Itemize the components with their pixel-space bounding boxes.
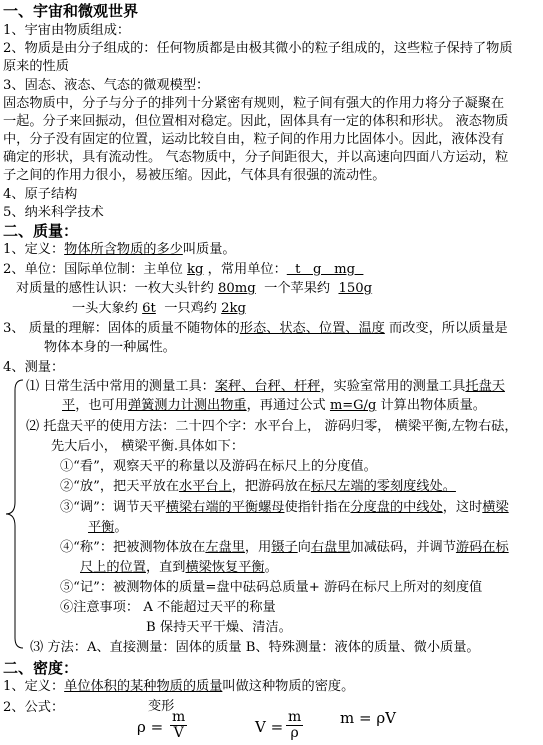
unit-mid: ，常用单位： (203, 262, 287, 277)
section-title-universe: 一、宇宙和微观世界 (3, 2, 139, 20)
section-title-density: 二、密度： (3, 659, 79, 677)
step-record: ⑤“记”：被测物体的质量=盘中砝码总质量+ 游码在标尺上所对的刻度值 (60, 580, 483, 595)
density-def-underlined: 单位体积的某种物质的质量 (64, 679, 223, 694)
s4b-balance: 横梁恢复平衡 (185, 560, 265, 575)
volume-fraction (286, 710, 303, 741)
und-prefix: 3、 质量的理解：固体的质量不随物体的 (3, 321, 240, 336)
s4-tweezers: 镊子 (271, 540, 298, 555)
balance-usage: ⑵ 托盘天平的使用方法：二十四个字：水平台上， 游码归零， 横梁平衡,左物右砝， (26, 419, 518, 434)
step-weigh (60, 539, 509, 557)
measure-methods: ⑶ 方法：A、直接测量：固体的质量 B、特殊测量：液体的质量、微小质量。 (30, 640, 480, 655)
sense-pin: 80mg (218, 281, 256, 296)
def-prefix: 1、定义： (3, 242, 65, 257)
m1b-suffix: 计算出物体质量。 (376, 398, 486, 413)
step-adjust-cont (88, 519, 128, 537)
mass-formula: m = ρV (340, 709, 396, 727)
sense-apple: 150g (338, 281, 373, 296)
density-def-suffix: 叫做这种物质的密度。 (222, 679, 355, 694)
item-3: 3、固态、液态、气态的微观模型： (3, 78, 210, 93)
curly-brace-icon (3, 378, 25, 650)
s3b-suffix: 。 (114, 520, 128, 535)
para-line-1: 固态物质中，分子与分子的排列十分紧密有规则，粒子间有强大的作用力将分子凝聚在 (3, 96, 505, 111)
s4b-suffix: 。 (264, 560, 278, 575)
s2-table: 水平台上 (178, 479, 232, 494)
sense-prefix: 对质量的感性认识：一枚大头针约 (16, 281, 219, 296)
m1-mid: ，实验室常用的测量工具 (320, 379, 466, 394)
s4-left: 左盘里 (205, 540, 245, 555)
step-look: ①“看”，观察天平的称量以及游码在标尺上的分度值。 (60, 459, 377, 474)
s2-prefix: ②“放”，把天平放在 (60, 479, 179, 494)
fraction1-denominator: V (173, 725, 184, 741)
measure-tools-cont (62, 397, 486, 415)
density-fraction (170, 710, 187, 741)
def-suffix: 叫质量。 (182, 242, 236, 257)
sense2-elephant: 6t (142, 301, 156, 316)
s3-mid: 使指针指在 (284, 500, 351, 515)
s4b-mid: ，直到 (145, 560, 186, 575)
density-definition (3, 678, 354, 696)
step-weigh-cont (80, 559, 278, 577)
para-line-5: 子之间的作用力很小，易被压缩。因此，气体具有很强的流动性。 (3, 168, 386, 183)
und-suffix: 而改变，所以质量是 (384, 321, 508, 336)
s4-rider: 游码在标 (455, 540, 509, 555)
s3-post: ，这时 (442, 500, 483, 515)
s4-mid3: 加减砝码，并调节 (350, 540, 456, 555)
section-title-mass: 二、质量： (3, 222, 79, 240)
mass-understanding-cont: 物体本身的一种属性。 (44, 340, 176, 355)
fraction2-denominator: ρ (290, 725, 299, 741)
sense2-chicken: 2kg (221, 301, 246, 316)
unit-common: t g mg (286, 262, 364, 277)
m1b-mid2: ，再通过公式 (246, 398, 330, 413)
step-notes-b: B 保持天平干燥、清洁。 (146, 620, 292, 635)
s4-mid: ，用 (244, 540, 272, 555)
und-underlined: 形态、状态、位置、温度 (239, 321, 385, 336)
mass-definition (3, 241, 236, 259)
s3-prefix: ③“调”：调节天平 (60, 500, 166, 515)
item-4: 4、原子结构 (3, 187, 78, 202)
m1b-spring: 弹簧测力计测出物重 (127, 398, 247, 413)
s3-beam: 横梁 (482, 500, 509, 515)
unit-kg: kg (187, 262, 204, 277)
mass-units (3, 261, 363, 279)
sense2-mid: 一只鸡约 (155, 301, 222, 316)
item-2: 2、物质是由分子组成的：任何物质都是由极其微小的粒子组成的，这些粒子保持了物质 (3, 41, 513, 56)
m1b-formula: m=G/g (329, 398, 377, 413)
transform-label: 变形 (148, 699, 175, 714)
sense-mid: 一个苹果约 (255, 281, 339, 296)
formula-label: 2、公式： (3, 700, 65, 715)
s2-zero: 标尺左端的零刻度线处。 (310, 479, 456, 494)
s3-nut: 横梁右端的平衡螺母 (165, 500, 285, 515)
s3b-balance: 平衡 (88, 520, 115, 535)
mass-sense-1 (16, 280, 372, 298)
balance-usage-cont: 先大后小， 横梁平衡.具体如下： (51, 439, 245, 454)
s4-mid2: 向 (297, 540, 311, 555)
fraction2-numerator: m (288, 709, 302, 725)
m1-prefix: ⑴ 日常生活中常用的测量工具： (26, 379, 215, 394)
step-notes: ⑥注意事项： A 不能超过天平的称量 (60, 600, 276, 615)
volume-equals: V = (255, 718, 284, 736)
s4-right: 右盘里 (310, 540, 351, 555)
def-underlined: 物体所含物质的多少 (64, 242, 183, 257)
step-adjust (60, 499, 509, 517)
item-5: 5、纳米科学技术 (3, 205, 104, 220)
s4b-position: 尺上的位置 (80, 560, 146, 575)
item-1: 1、宇宙由物质组成： (3, 23, 131, 38)
para-line-3: 中，分子没有固定的位置，运动比较自由，粒子间的作用力比固体小。因此，液体没有 (3, 132, 505, 147)
step-place (60, 478, 456, 496)
rho-equals: ρ = (137, 718, 164, 736)
s4-prefix: ④“称”：把被测物体放在 (60, 540, 206, 555)
measure-tools (26, 378, 505, 396)
unit-prefix: 2、单位：国际单位制：主单位 (3, 262, 188, 277)
fraction1-numerator: m (172, 709, 186, 725)
mass-understanding (3, 320, 508, 338)
m1-tools: 案秤、台秤、杆秤 (214, 379, 321, 394)
m1-lab-tool: 托盘天 (465, 379, 505, 394)
item-2-cont: 原来的性质 (3, 59, 69, 74)
mass-sense-2 (72, 300, 246, 318)
density-def-prefix: 1、定义： (3, 679, 65, 694)
m1b-mid: ，也可用 (75, 398, 128, 413)
para-line-4: 确定的形状，具有流动性。 气态物质中，分子间距很大，并以高速向四面八方运动，粒 (3, 150, 509, 165)
para-line-2: 一起。分子来回振动，但位置相对稳定。因此，固体具有一定的体积和形状。 液态物质 (3, 114, 509, 129)
measure-heading: 4、测量： (3, 360, 65, 375)
s2-mid: ，把游码放在 (231, 479, 311, 494)
sense2-prefix: 一头大象约 (72, 301, 143, 316)
s3-center: 分度盘的中线处 (350, 500, 443, 515)
m1b-tool: 平 (62, 398, 76, 413)
